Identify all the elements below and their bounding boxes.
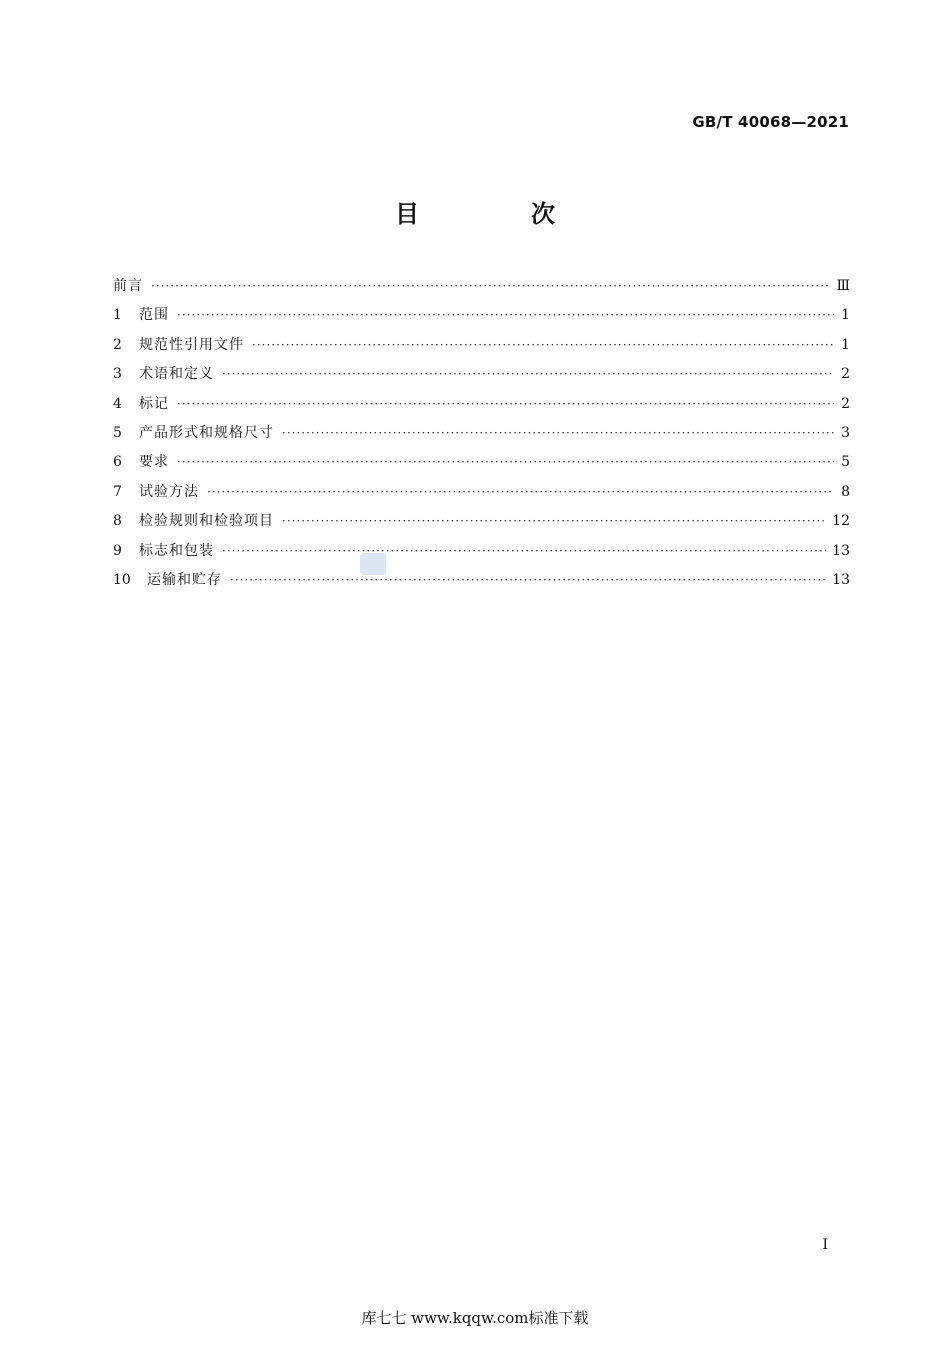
toc-leader-dots xyxy=(177,390,834,419)
toc-entry-label: 运输和贮存 xyxy=(147,571,222,588)
page-number: Ⅰ xyxy=(822,1237,828,1253)
toc-entry-page: 5 xyxy=(841,454,850,471)
toc-entry-number: 7 xyxy=(113,483,122,500)
toc-entry-10[interactable] xyxy=(113,566,850,595)
toc-entry-page: 13 xyxy=(832,571,850,588)
toc-entry-3[interactable] xyxy=(113,360,850,389)
toc-entry-4[interactable] xyxy=(113,390,850,419)
toc-leader-dots xyxy=(222,360,834,389)
toc-entry-page: Ⅲ xyxy=(836,278,850,294)
toc-entry-page: 12 xyxy=(832,513,850,530)
toc-entry-label: 试验方法 xyxy=(139,483,199,500)
toc-entry-number: 1 xyxy=(113,307,122,324)
standard-code: GB/T 40068—2021 xyxy=(692,113,849,131)
toc-entry-foreword[interactable] xyxy=(113,272,850,301)
toc-entry-label: 要求 xyxy=(139,454,169,471)
toc-leader-dots xyxy=(151,272,830,301)
toc-entry-number: 4 xyxy=(113,395,122,412)
toc-entry-number: 6 xyxy=(113,454,122,471)
toc-entry-label: 术语和定义 xyxy=(139,366,214,383)
toc-entry-label: 规范性引用文件 xyxy=(139,336,244,353)
toc-entry-page: 1 xyxy=(841,307,850,324)
toc-entry-7[interactable] xyxy=(113,478,850,507)
toc-entry-6[interactable] xyxy=(113,448,850,477)
toc-entry-page: 2 xyxy=(841,366,850,383)
toc-leader-dots xyxy=(207,478,834,507)
toc-entry-label: 标记 xyxy=(139,395,169,412)
toc-leader-dots xyxy=(282,419,834,448)
toc-entry-number: 3 xyxy=(113,366,122,383)
toc-entry-page: 3 xyxy=(841,424,850,441)
toc-leader-dots xyxy=(177,448,834,477)
toc-title: 目 次 xyxy=(395,200,599,228)
toc-entry-label: 产品形式和规格尺寸 xyxy=(139,424,274,441)
toc-entry-2[interactable] xyxy=(113,331,850,360)
footer-source: 库七七 www.kqqw.com标准下载 xyxy=(361,1309,589,1327)
toc-entry-1[interactable] xyxy=(113,301,850,330)
toc-entry-label: 标志和包装 xyxy=(139,542,214,559)
toc-entry-number: 10 xyxy=(113,571,131,588)
toc-leader-dots xyxy=(230,566,826,595)
toc-entry-5[interactable] xyxy=(113,419,850,448)
toc-entry-page: 2 xyxy=(841,395,850,412)
watermark-logo xyxy=(360,553,386,575)
toc-leader-dots xyxy=(282,507,826,536)
toc-entry-page: 13 xyxy=(832,542,850,559)
toc-entry-9[interactable] xyxy=(113,537,850,566)
toc-entry-label: 范围 xyxy=(139,307,169,324)
toc-entry-number: 9 xyxy=(113,542,122,559)
toc-leader-dots xyxy=(252,331,834,360)
toc-entry-page: 8 xyxy=(841,483,850,500)
toc-leader-dots xyxy=(177,301,834,330)
toc-entry-label: 前言 xyxy=(113,278,143,294)
toc-entry-number: 8 xyxy=(113,513,122,530)
toc-entry-number: 5 xyxy=(113,424,122,441)
toc-entry-label: 检验规则和检验项目 xyxy=(139,513,274,530)
toc-list xyxy=(113,272,850,595)
toc-leader-dots xyxy=(222,537,826,566)
toc-entry-number: 2 xyxy=(113,336,122,353)
toc-entry-page: 1 xyxy=(841,336,850,353)
toc-entry-8[interactable] xyxy=(113,507,850,536)
